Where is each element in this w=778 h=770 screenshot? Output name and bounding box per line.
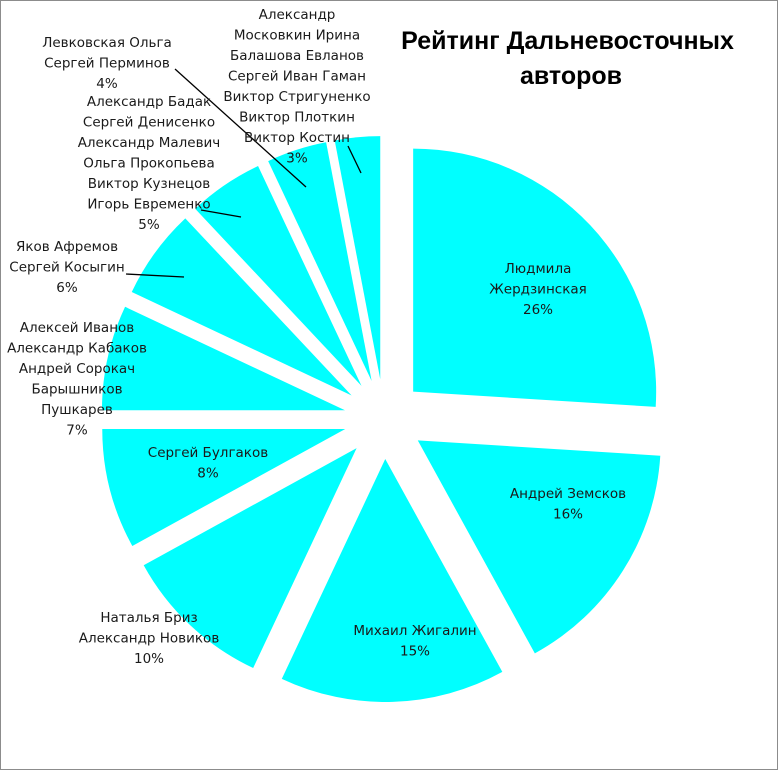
slice-label-10 xyxy=(223,7,370,167)
slice-percent-4: 10% xyxy=(133,651,165,667)
slice-name-line: Александр Новиков xyxy=(78,630,220,647)
slice-percent-1: 26% xyxy=(522,302,554,318)
slice-name-line: Виктор Стригуненко xyxy=(223,89,371,105)
slice-name-line: Виктор Кузнецов xyxy=(87,176,211,192)
slice-name-line: Сергей Денисенко xyxy=(82,114,216,131)
slice-name-line: Сергей Иван Гаман xyxy=(228,68,366,85)
slice-name-line: Александр Малевич xyxy=(77,135,221,151)
pie-slice-1 xyxy=(413,149,656,407)
slice-name-line: Пушкарев xyxy=(41,402,113,418)
slice-percent-5: 8% xyxy=(197,465,219,482)
chart-title-line-1: Рейтинг Дальневосточных xyxy=(401,27,734,55)
slice-percent-3: 15% xyxy=(399,643,431,660)
slice-name-line: Виктор Костин xyxy=(244,130,350,146)
slice-name-line: Московкин Ирина xyxy=(233,27,361,44)
slice-name-line: Александр Бадак xyxy=(86,94,212,110)
slice-name-line: Алексей Иванов xyxy=(19,320,135,336)
slice-name-line: Виктор Плоткин xyxy=(239,109,355,126)
slice-percent-2: 16% xyxy=(552,506,584,523)
chart-title xyxy=(401,27,741,90)
slice-label-7 xyxy=(9,239,124,296)
slice-name-line: Александр Кабаков xyxy=(7,340,147,357)
slice-name-line: Сергей Перминов xyxy=(44,55,170,72)
slice-name-line: Левковская Ольга xyxy=(42,35,172,51)
slice-name-line: Андрей Сорокач xyxy=(18,361,136,377)
slice-percent-7: 6% xyxy=(56,280,78,296)
slice-percent-8: 5% xyxy=(138,217,160,233)
pie-chart xyxy=(1,1,777,769)
slice-name-line: Барышников xyxy=(31,381,123,398)
slice-name-line: Михаил Жигалин xyxy=(353,623,477,639)
slice-name-line: Александр xyxy=(258,7,336,23)
slice-name-line: Балашова Евланов xyxy=(230,48,364,64)
slice-name-line: Сергей Булгаков xyxy=(147,445,269,461)
chart-title-line-2: авторов xyxy=(519,62,623,90)
slice-label-9 xyxy=(42,35,172,92)
slice-name-line: Ольга Прокопьева xyxy=(83,155,215,172)
slice-name-line: Яков Афремов xyxy=(15,239,119,255)
slice-name-line: Людмила xyxy=(504,261,572,277)
slice-percent-9: 4% xyxy=(96,76,118,92)
slice-percent-10: 3% xyxy=(286,150,308,167)
slice-name-line: Андрей Земсков xyxy=(509,486,627,502)
slice-label-8 xyxy=(78,94,221,233)
slice-name-line: Сергей Косыгин xyxy=(9,259,125,276)
slice-name-line: Игорь Евременко xyxy=(87,196,211,213)
slice-name-line: Жердзинская xyxy=(489,281,587,298)
slice-percent-6: 7% xyxy=(66,422,88,439)
slice-name-line: Наталья Бриз xyxy=(100,610,198,626)
